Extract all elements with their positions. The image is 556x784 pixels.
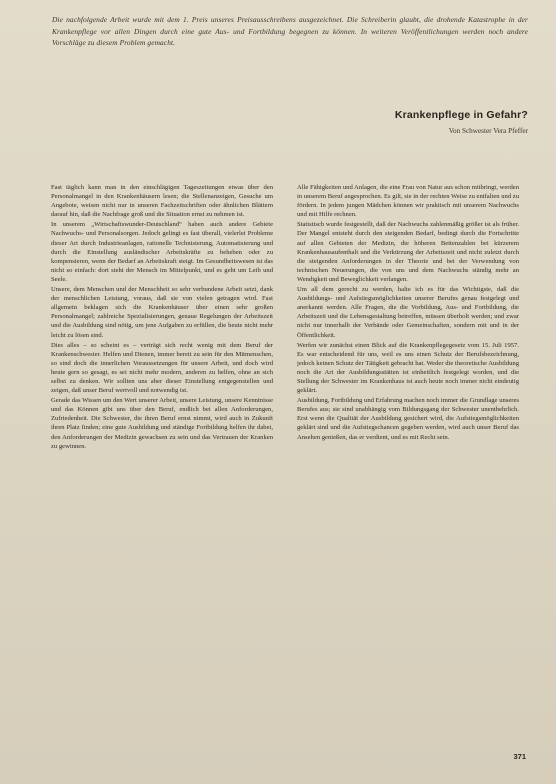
paragraph: In unserem „Wirtschaftswunder-Deutschland“ haben auch andere Gebiete Nachwuchs- und Personalsorgen. Jedoch gelingt es fast überall, vielerlei Probleme dieser Art durch Industrieanlagen, rationelle Technisierung, Automatisierung und durch die Einstellung ausländischer Arbeitskräfte zu beheben oder zu kompensieren, wenn der Bedarf an Arbeitskraft steigt. Im Gesundheitswesen ist das nicht so einfach: dort steht der Mensch im Mittelpunkt, und es geht um Leib und Seele. [51,221,273,283]
paragraph: Gerade das Wissen um den Wert unserer Arbeit, unsere Leistung, unsere Kenntnisse und das Können gibt uns über den Beruf, endlich bei allen Anforderungen, Zufriedenheit. Die Schwester, die ihren Beruf ernst nimmt, wird auch in Zukunft ihren Platz finden; eine gute Ausbildung und ständige Fortbildung helfen ihr dabei, den Anforderungen der Medizin gewachsen zu sein und das Vertrauen der Kranken zu gewinnen. [51,397,273,450]
paragraph: Fast täglich kann man in den einschlägigen Tageszeitungen etwas über den Personalmangel in den Krankenhäusern lesen; die Stellenanzeigen, Gesuche um Angebote, weisen nicht nur in unseren Fachzeitschriften oder ähnlichen Blättern darauf hin, daß die Nachfrage groß und die Situation ernst zu nehmen ist. [51,184,273,219]
paragraph: Unsere, dem Menschen und der Menschheit so sehr verbundene Arbeit setzt, dank der menschlichen Leistung, voraus, daß sie von vielen getragen wird. Fast allgemein beklagen sich die Krankenhäuser über einen sehr großen Personalmangel; zahlreiche Spezialisierungen, genaue Regelungen der Arbeitszeit und die Ausbildung sind nötig, um jene Aufgaben zu erfüllen, die heute nicht mehr leicht zu lösen sind. [51,286,273,339]
article-title: Krankenpflege in Gefahr? [394,109,528,121]
paragraph: Ausbildung, Fortbildung und Erfahrung machen noch immer die Grundlage unseres Berufes aus; sie sind unabhängig vom Bildungsgang der Schwester unentbehrlich. Erst wenn die Qualität der Ausbildung gesichert wird, die Aufstiegsmöglichkeiten geklärt sind und die Aufstiegschancen gegeben werden, wird auch unser Beruf das Ansehen genießen, das er verdient, und es mit Recht sein. [297,397,519,441]
left-column [51,183,273,743]
paragraph: Werfen wir zunächst einen Blick auf die Krankenpflegegesetz vom 15. Juli 1957. Es war entscheidend für uns, weil es uns einen Schutz der Berufsbezeichnung, jedoch keinen Schutz der Tätigkeit gebracht hat. Weder die theoretische Ausbildung noch die Art der Ausbildungsstätten ist einheitlich festgelegt worden, und die Stellung der Schwester im Krankenhaus ist auch heute noch immer nicht eindeutig geklärt. [297,341,519,395]
right-column [297,183,519,743]
paragraph: Statistisch wurde festgestellt, daß der Nachwuchs zahlenmäßig größer ist als früher. Der Mangel entsteht durch den steigenden Bedarf, bedingt durch die Fortschritte auf allen Gebieten der Medizin, die höheren Bettenzahlen bei kürzerem Krankenhausaufenthalt und die Verkürzung der Arbeitszeit und nicht zuletzt durch die steigenden Anforderungen in der Theorie und bei der Verwendung von technischen Neuerungen, die von uns und dem Nachwuchs ständig mehr an Wendigkeit und Beweglichkeit verlangen. [297,221,519,283]
page-number: 371 [513,752,526,761]
article-byline: Von Schwester Vera Pfeffer [448,127,528,135]
paragraph: Dies alles – so scheint es – verträgt sich recht wenig mit dem Beruf der Krankenschwester. Helfen und Dienen, immer bereit zu sein für den Mitmenschen, so sind doch die innerlichen Voraussetzungen für unsere Arbeit, und doch wird heute gern so gesagt, es sei nicht mehr modern, anderen zu helfen, ohne an sich selbst zu denken. Wir sollten uns aber dieser Einstellung entgegenstellen und zeigen, daß unser Beruf wertvoll und notwendig ist. [51,341,273,395]
intro-paragraph: Die nachfolgende Arbeit wurde mit dem 1. Preis unseres Preisausschreibens ausgezeichnet. Die Schreiberin glaubt, die drohende Katastrophe in der Krankenpflege vor allen Dingen durch eine gute Aus- und Fortbildung begegnen zu können. In weiteren Veröffentlichungen werden noch andere Vorschläge zu diesem Problem gemacht. [52,15,528,48]
paragraph: Um all dem gerecht zu werden, halte ich es für das Wichtigste, daß die Ausbildungs- und Aufstiegsmöglichkeiten unserer Berufes genau festgelegt und anerkannt werden. Alle Fragen, die die Vorbildung, Aus- und Fortbildung, die Arbeitszeit und die Lebensgestaltung betreffen, müssen überholt werden; und zwar nicht nur innerhalb der Verbände oder Gemeinschaften, sondern mit und in der Öffentlichkeit. [297,286,519,339]
paragraph: Alle Fähigkeiten und Anlagen, die eine Frau von Natur aus schon mitbringt, werden in unserem Beruf angesprochen. Es gilt, sie in der rechten Weise zu entfalten und zu fördern. In jedem jungen Mädchen können wir praktisch mit unserem Nachwuchs und mit Hilfe rechnen. [297,184,519,219]
